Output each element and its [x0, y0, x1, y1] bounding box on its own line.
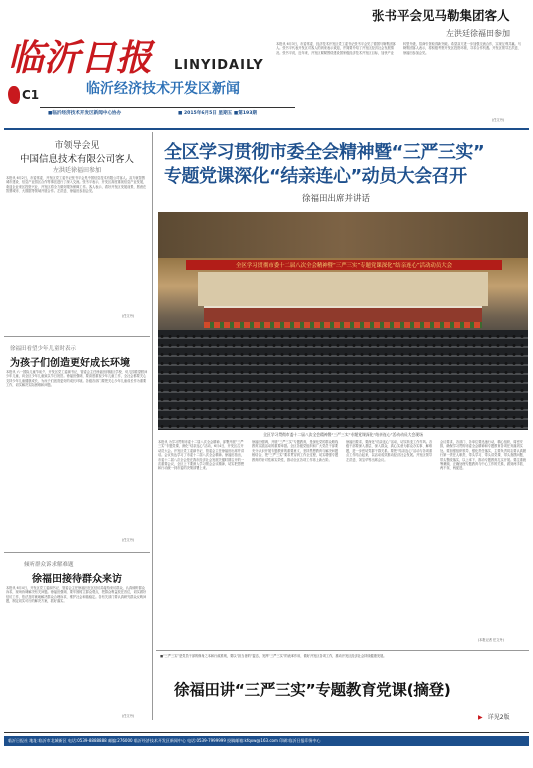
- headline-line-2: 专题党课深化“结亲连心”动员大会召开: [164, 166, 467, 187]
- footer-text: 临沂日报社 地址:临沂市北城新区 电话:0539-8888888 邮编:276000 临沂经济技术开发区新闻中心 电话:0539-7999999 投稿邮箱:kfqxw@163.com 印刷:临沂日报印务中心: [8, 738, 321, 743]
- article-body: 本报讯 六一国际儿童节前夕，开发区党工委副书记、管委会主任徐福田到辖区学校、幼儿园看望慰问少年儿童，向全区少年儿童致以节日祝贺。徐福田强调，要高度重视少年儿童工作，全社会都要关心支持少年儿童健康成长，为孩子们创造更好的成长环境。各级各部门要把关心少年儿童成长作为重要工作，切实解决实际困难和问题。: [6, 370, 148, 388]
- left-article-1: [4, 132, 150, 322]
- body-byline: (本报记者 任文丹): [478, 638, 504, 642]
- main-headline: [156, 134, 529, 210]
- article-body: 本报讯 6月3日，市委常委、经济技术开发区党工委书记张书平会见了德国马勒集团客人。张书平代表开发区对客人的到来表示欢迎，并简要介绍了开发区经济社会发展情况。张书平说，近年来，开发区紧紧围绕建设国家级经济技术开发区目标，加快产业转型升级，招商引资取得新突破。希望双方进一步加强交流合作，实现互利共赢。马勒集团客人表示，将积极考察开发区投资环境，寻求合作机遇。开发区领导左洪廷、徐福田参加会见。: [276, 42, 521, 55]
- page-footer: [0, 730, 533, 768]
- left-article-2: [4, 342, 150, 542]
- top-right-article: [276, 4, 528, 130]
- edition-label: C1: [22, 88, 40, 102]
- photo-caption: 全区学习贯彻市委十二届八次全会精神暨“三严三实”专题党课深化“结亲连心”活动动员大会现场: [263, 432, 423, 437]
- body-column-4: 会议要求，各部门、各单位要迅速行动，精心组织，周密安排，确保学习贯彻市委全会精神和专题教育各项任务落到实处。要加强组织领导，强化责任落实，主要负责同志要认真履行第一责任人职责，带头学习、带头讲党课、带头查摆问题、带头整改落实，以上率下，推动专题教育扎实开展。要注重统筹兼顾，正确处理专题教育与中心工作的关系，做到两手抓、两不误、两促进。: [440, 440, 527, 471]
- body-column-2: 徐福田强调，开展“三严三实”专题教育，是深化党的群众路线教育实践活动的重要举措。全区各级党组织和广大党员干部要充分认识开展专题教育的重要意义，坚持思想教育与解决问题相结合，把“三严三实”要求贯穿到工作全过程，切实增强专题教育的针对性和实效性，推动全区各项工作再上新台阶。: [252, 440, 339, 462]
- headline-line-1: 全区学习贯彻市委全会精神暨“三严三实”: [164, 142, 485, 163]
- jump-link-label: 详见2版: [487, 714, 510, 721]
- article-title-pre: 倾听群众诉求解难题: [24, 562, 74, 568]
- article-title-pre: 徐福田看望少年儿童时表示: [10, 346, 77, 352]
- audience-heads: [158, 332, 528, 430]
- supplement-title: 临沂经济技术开发区新闻: [86, 81, 240, 97]
- headline-subtitle: 徐福田出席并讲话: [302, 194, 371, 204]
- date-line: ■ 2015年6月5日 星期五 ■第193期: [178, 111, 257, 116]
- article-byline: (任文丹): [492, 118, 505, 122]
- article-body: 本报讯 6月4日，开发区党工委副书记、管委会主任徐福田在区信访局接待来访群众，认真倾听群众诉求，现场协调解决有关问题。徐福田强调，要牢固树立群众观点，把群众利益放在首位，切实做好信访工作，依法及时就地解决群众合理诉求，维护社会和谐稳定。各有关部门要认真研究群众反映问题，制定切实可行的解决方案，抓好落实。: [6, 586, 147, 604]
- body-column-3: 徐福田要求，要深化“结亲连心”活动，切实转变工作作风。各级干部要深入基层、深入群众，真心实意为群众办实事、解难题，进一步密切党群干群关系。要把“结亲连心”活动与各项重点工作结合起来，以活动成效推动经济社会发展。开发区领导左洪廷、刘宝华等出席会议。: [346, 440, 433, 462]
- article-title: 为孩子们创造更好成长环境: [10, 358, 130, 369]
- newspaper-logo: 临沂日报: [8, 37, 153, 79]
- bottom-teaser: [156, 652, 529, 728]
- red-swoosh-icon: [8, 86, 20, 104]
- teaser-title: 徐福田讲“三严三实”专题教育党课(摘登): [174, 681, 451, 699]
- main-article-body: [158, 440, 528, 648]
- left-divider-1: [4, 336, 150, 337]
- stage-backdrop: [198, 272, 488, 306]
- stage-curtain: [158, 212, 528, 258]
- arrow-right-icon: ▶: [478, 714, 483, 721]
- edition-badge: [8, 84, 44, 112]
- article-byline: (任文丹): [122, 538, 135, 542]
- header-separator: [4, 128, 529, 130]
- jump-link[interactable]: [478, 704, 510, 723]
- conference-photo: [158, 212, 528, 430]
- masthead-rule: [40, 107, 295, 108]
- flower-row: [204, 322, 482, 328]
- article-body: 本报讯 6月2日，市委常委、开发区党工委书记张书平会见中国信息技术有限公司客人。双方就智慧城市建设、信息产业园区合作等事宜进行了深入交流。张书平表示，开发区高度重视信息产业发展，欢迎企业来区投资兴业，开发区将全力做好服务保障工作。客人表示，看好开发区发展前景，愿意在智慧城市、大数据等领域开展合作。左洪廷、徐福田参加会见。: [6, 176, 147, 194]
- article-title: 中国信息技术有限公司客人: [19, 154, 134, 165]
- article-byline: (任文丹): [122, 314, 135, 318]
- footer-rule: [4, 732, 529, 733]
- left-divider-2: [4, 552, 150, 553]
- article-byline: (任文丹): [122, 714, 135, 718]
- article-title-pre: 市领导会见: [54, 141, 100, 151]
- podium-table: [204, 306, 482, 322]
- photo-banner-text: 全区学习贯彻市委十二届八次全会精神暨“三严三实”专题党课深化“结亲连心”活动动员大会: [235, 263, 452, 269]
- logo-latin-name: LINYIDAILY: [174, 58, 264, 73]
- info-line: ■临沂经济技术开发区新闻中心协办: [48, 111, 122, 116]
- left-column: [4, 132, 150, 724]
- body-column-1: 本报讯 为学习贯彻市委十二届八次全会精神，部署开展“三严三实”专题党课，深化“结亲连心”活动，6月4日，开发区召开动员大会。开发区党工委副书记、管委会主任徐福田出席并讲话。会议传达学习了市委十二届八次全会精神。徐福田指出，市委十二届八次全会是在我市经济社会发展关键时期召开的一次重要会议，全区上下要深入学习领会会议精神，切实把思想和行动统一到市委的决策部署上来。: [158, 440, 245, 471]
- column-separator: [152, 132, 153, 720]
- article-subtitle: 左洪廷徐福田参加: [446, 29, 510, 38]
- bottom-separator: [156, 650, 529, 651]
- left-article-3: [4, 558, 150, 724]
- article-title: 徐福田接待群众来访: [32, 574, 122, 585]
- teaser-lead: ■“三严三实”是党员干部的修身之本和行政准则，要以“担当者的”姿态，发挥“三严三实”的表率作用，做好开发区各项工作，推动开发区经济社会持续健康发展。: [160, 654, 387, 658]
- article-subtitle: 左洪廷徐福田参加: [52, 167, 101, 174]
- article-title: 张书平会见马勒集团客人: [372, 8, 510, 23]
